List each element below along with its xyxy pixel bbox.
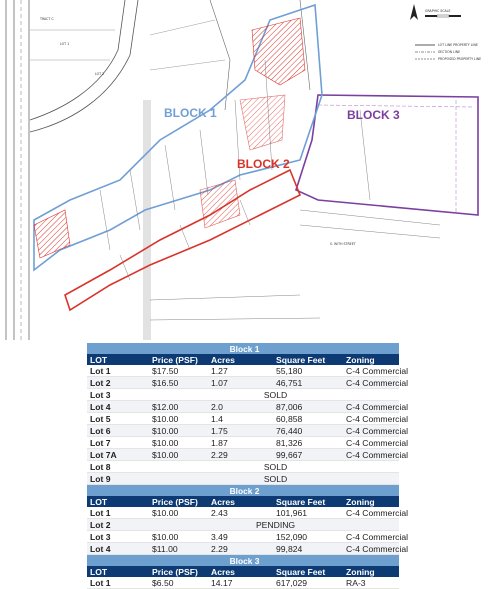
- lot-cell: Lot 3: [87, 389, 149, 401]
- block-title: Block 2: [87, 485, 399, 497]
- column-header: Price (PSF): [149, 354, 208, 365]
- block-title: Block 3: [87, 555, 399, 567]
- acres-cell: 2.29: [208, 543, 273, 555]
- lot-table: [87, 343, 409, 589]
- svg-text:SECTION LINE: SECTION LINE: [438, 50, 461, 54]
- price-cell: $10.00: [149, 437, 208, 449]
- sqft-cell: 617,029: [273, 577, 343, 589]
- sqft-cell: 46,751: [273, 377, 343, 389]
- lot-cell: Lot 7: [87, 437, 149, 449]
- table-row: [87, 365, 399, 377]
- table-row: [87, 449, 399, 461]
- lot-cell: Lot 1: [87, 507, 149, 519]
- sqft-cell: 87,006: [273, 401, 343, 413]
- zoning-cell: C-4 Commercial: [343, 401, 399, 413]
- table-row: [87, 507, 399, 519]
- price-cell: $16.50: [149, 377, 208, 389]
- block3-label: BLOCK 3: [347, 108, 400, 122]
- status-cell: PENDING: [149, 519, 399, 531]
- sqft-cell: 152,090: [273, 531, 343, 543]
- zoning-cell: C-4 Commercial: [343, 425, 399, 437]
- lot-cell: Lot 3: [87, 531, 149, 543]
- table-row: [87, 437, 399, 449]
- block-header: [87, 555, 399, 567]
- acres-cell: 1.27: [208, 365, 273, 377]
- table-row: [87, 389, 399, 401]
- acres-cell: 3.49: [208, 531, 273, 543]
- section-strip: [143, 100, 151, 340]
- pricing-table: [87, 343, 409, 589]
- price-cell: $6.50: [149, 577, 208, 589]
- lot-cell: Lot 5: [87, 413, 149, 425]
- block-header: [87, 343, 399, 354]
- table-row: [87, 519, 399, 531]
- status-cell: SOLD: [149, 473, 399, 485]
- lot-cell: Lot 4: [87, 401, 149, 413]
- column-header: Acres: [208, 496, 273, 507]
- road-label: TRACT C: [40, 17, 54, 21]
- zoning-cell: C-4 Commercial: [343, 413, 399, 425]
- column-header: Zoning: [343, 496, 399, 507]
- column-header: Zoning: [343, 566, 399, 577]
- column-header: Square Feet: [273, 354, 343, 365]
- block-title: Block 1: [87, 343, 399, 354]
- sqft-cell: 99,824: [273, 543, 343, 555]
- zoning-cell: C-4 Commercial: [343, 437, 399, 449]
- acres-cell: 2.0: [208, 401, 273, 413]
- zoning-cell: C-4 Commercial: [343, 377, 399, 389]
- column-header: LOT: [87, 354, 149, 365]
- lot-cell: Lot 9: [87, 473, 149, 485]
- table-row: [87, 425, 399, 437]
- block1-label: BLOCK 1: [164, 106, 217, 120]
- status-cell: SOLD: [149, 389, 399, 401]
- zoning-cell: RA-3: [343, 577, 399, 589]
- column-header-row: [87, 354, 399, 365]
- column-header: Price (PSF): [149, 566, 208, 577]
- zoning-cell: C-4 Commercial: [343, 531, 399, 543]
- status-cell: SOLD: [149, 461, 399, 473]
- table-row: [87, 543, 399, 555]
- sqft-cell: 99,667: [273, 449, 343, 461]
- acres-cell: 1.75: [208, 425, 273, 437]
- table-row: [87, 461, 399, 473]
- lot-cell: Lot 6: [87, 425, 149, 437]
- price-cell: $10.00: [149, 531, 208, 543]
- column-header: Acres: [208, 566, 273, 577]
- price-cell: $12.00: [149, 401, 208, 413]
- table-row: [87, 377, 399, 389]
- acres-cell: 1.87: [208, 437, 273, 449]
- column-header: Square Feet: [273, 566, 343, 577]
- lot-cell: Lot 2: [87, 377, 149, 389]
- lot-cell: Lot 8: [87, 461, 149, 473]
- table-row: [87, 531, 399, 543]
- road-label: LOT 1: [60, 42, 70, 46]
- sqft-cell: 81,326: [273, 437, 343, 449]
- scale-label: GRAPHIC SCALE: [425, 9, 451, 13]
- block2-label: BLOCK 2: [237, 157, 290, 171]
- acres-cell: 1.07: [208, 377, 273, 389]
- lot-cell: Lot 4: [87, 543, 149, 555]
- acres-cell: 2.29: [208, 449, 273, 461]
- table-row: [87, 473, 399, 485]
- price-cell: $10.00: [149, 413, 208, 425]
- block-header: [87, 485, 399, 497]
- scale-bar: [425, 15, 461, 17]
- price-cell: $17.50: [149, 365, 208, 377]
- lot-cell: Lot 1: [87, 577, 149, 589]
- price-cell: $10.00: [149, 425, 208, 437]
- lot-cell: Lot 2: [87, 519, 149, 531]
- zoning-cell: C-4 Commercial: [343, 507, 399, 519]
- table-row: [87, 401, 399, 413]
- road-label: S. WITH STREET: [330, 242, 356, 246]
- zoning-cell: C-4 Commercial: [343, 365, 399, 377]
- zoning-cell: C-4 Commercial: [343, 449, 399, 461]
- column-header: LOT: [87, 496, 149, 507]
- table-row: [87, 413, 399, 425]
- sqft-cell: 101,961: [273, 507, 343, 519]
- acres-cell: 14.17: [208, 577, 273, 589]
- column-header: Acres: [208, 354, 273, 365]
- svg-text:LOT LINE PROPERTY LINE: LOT LINE PROPERTY LINE: [438, 43, 478, 47]
- price-cell: $10.00: [149, 449, 208, 461]
- column-header-row: [87, 496, 399, 507]
- lot-cell: Lot 1: [87, 365, 149, 377]
- lot-cell: Lot 7A: [87, 449, 149, 461]
- table-row: [87, 577, 399, 589]
- acres-cell: 1.4: [208, 413, 273, 425]
- road-label: LOT 2: [95, 72, 105, 76]
- svg-text:PROPOSED PROPERTY LINE: PROPOSED PROPERTY LINE: [438, 57, 482, 61]
- sqft-cell: 76,440: [273, 425, 343, 437]
- sqft-cell: 60,858: [273, 413, 343, 425]
- sqft-cell: 55,180: [273, 365, 343, 377]
- column-header: Price (PSF): [149, 496, 208, 507]
- column-header: Square Feet: [273, 496, 343, 507]
- column-header: LOT: [87, 566, 149, 577]
- acres-cell: 2.43: [208, 507, 273, 519]
- price-cell: $10.00: [149, 507, 208, 519]
- column-header-row: [87, 566, 399, 577]
- zoning-cell: C-4 Commercial: [343, 543, 399, 555]
- column-header: Zoning: [343, 354, 399, 365]
- price-cell: $11.00: [149, 543, 208, 555]
